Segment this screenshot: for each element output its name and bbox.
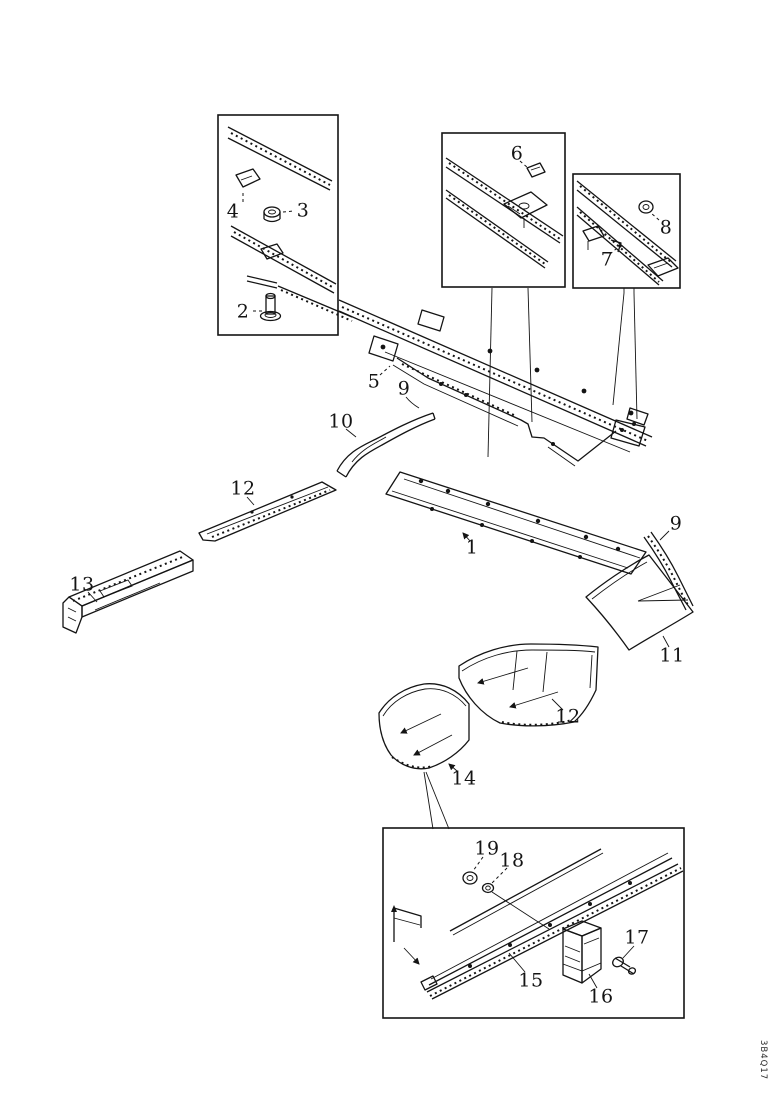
corner-panel-11 xyxy=(586,555,693,650)
part-callout-8: 8 xyxy=(659,216,673,239)
part-callout-3: 3 xyxy=(296,199,310,222)
part-callout-1: 1 xyxy=(465,536,479,559)
part-callout-5: 5 xyxy=(367,370,381,393)
part-callout-11: 11 xyxy=(659,644,685,667)
headliner-panel-1 xyxy=(386,472,646,574)
part-callout-4: 4 xyxy=(226,200,240,223)
part-callout-14: 14 xyxy=(451,767,477,790)
part-callout-15: 15 xyxy=(518,969,544,992)
arched-panel-12-center xyxy=(459,644,598,726)
part-callout-12: 12 xyxy=(230,477,256,500)
drawing-code: 3B4Q17 xyxy=(758,1039,768,1080)
part-callout-6: 6 xyxy=(510,142,524,165)
part-callout-9: 9 xyxy=(397,377,411,400)
part-callout-12: 12 xyxy=(555,705,581,728)
part-callout-7: 7 xyxy=(600,248,614,271)
side-rail-13 xyxy=(63,551,193,633)
part-callout-13: 13 xyxy=(69,573,95,596)
arched-panel-14 xyxy=(379,684,469,829)
bracket-strap-10 xyxy=(337,413,435,477)
part-callout-17: 17 xyxy=(624,926,650,949)
part-callout-9: 9 xyxy=(669,512,683,535)
inset-box-bracket-detail xyxy=(442,133,565,287)
inset-box-rail-end-detail xyxy=(573,174,680,293)
corner-strip-9-right xyxy=(644,531,693,610)
inset-box-sill-rail-detail xyxy=(383,828,684,1018)
part-callout-16: 16 xyxy=(588,985,614,1008)
roof-frame-assembly xyxy=(339,300,652,466)
part-callout-2: 2 xyxy=(236,300,250,323)
inset-box-fastener-detail xyxy=(218,115,352,335)
trim-strip-12-left xyxy=(199,477,336,541)
part-callout-19: 19 xyxy=(474,837,500,860)
part-callout-10: 10 xyxy=(328,410,354,433)
part-callout-18: 18 xyxy=(499,849,525,872)
